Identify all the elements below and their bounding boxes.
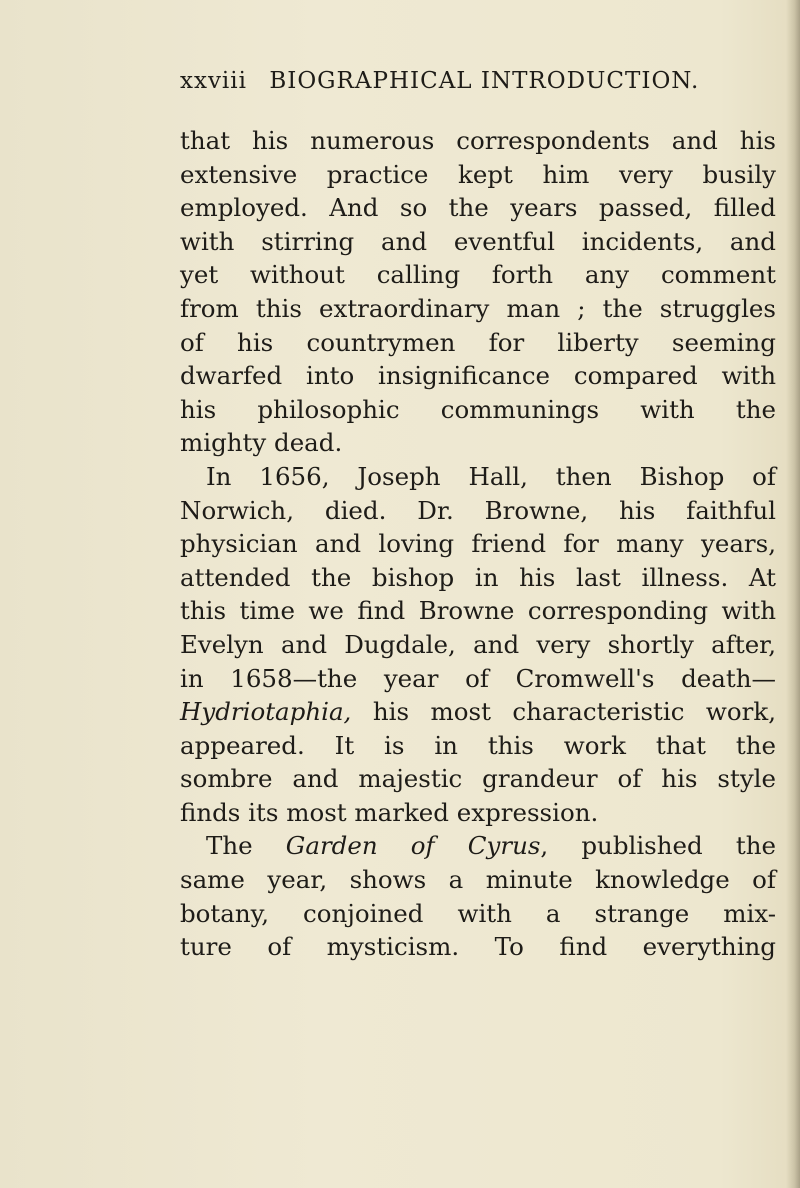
text-line: dwarfed into insignificance compared with: [180, 361, 776, 391]
text-line-paragraph-start: In 1656, Joseph Hall, then Bishop of: [206, 461, 776, 491]
text-line: Evelyn and Dugdale, and very shortly after,: [180, 629, 776, 659]
text-line: employed. And so the years passed, filled: [180, 193, 776, 223]
text-line: in 1658—the year of Cromwell's death—: [180, 663, 776, 693]
body-text: [180, 124, 776, 964]
text-line-garden-of-cyrus: [180, 829, 776, 863]
text-line: yet without calling forth any comment: [180, 260, 776, 290]
running-header: [180, 68, 699, 94]
italic-title: Hydriotaphia,: [180, 697, 352, 727]
text-line: appeared. It is in this work that the: [180, 730, 776, 760]
page-edge-shadow: [786, 0, 800, 1188]
italic-word: of: [377, 831, 468, 861]
text-line: with stirring and eventful incidents, and: [180, 226, 776, 256]
text-line: of his countrymen for liberty seeming: [180, 327, 776, 357]
italic-word: Cyrus: [467, 831, 541, 861]
text-line: extensive practice kept him very busily: [180, 159, 776, 189]
text-line: ture of mysticism. To find everything: [180, 932, 776, 962]
page-number: xxviii: [180, 68, 248, 94]
text-line: Norwich, died. Dr. Browne, his faithful: [180, 495, 776, 525]
text-line-paragraph-end: finds its most marked expression.: [180, 797, 599, 827]
text-line-paragraph-end: mighty dead.: [180, 428, 343, 458]
text-line: his philosophic communings with the: [180, 394, 776, 424]
text-line: from this extraordinary man ; the struggles: [180, 293, 776, 323]
running-title: BIOGRAPHICAL INTRODUCTION.: [269, 68, 700, 94]
text-line: same year, shows a minute knowledge of: [180, 865, 776, 895]
text-fragment: his most characteristic work,: [351, 697, 776, 727]
text-line: sombre and majestic grandeur of his style: [180, 764, 776, 794]
text-line: attended the bishop in his last illness. At: [180, 562, 776, 592]
text-line: botany, conjoined with a strange mix-: [180, 898, 776, 928]
text-line: physician and loving friend for many years,: [180, 529, 776, 559]
text-line: this time we find Browne corresponding with: [180, 596, 776, 626]
text-fragment: The: [206, 831, 286, 861]
text-line-hydriotaphia: [180, 695, 776, 729]
italic-word: Garden: [285, 831, 378, 861]
text-fragment: , published the: [540, 831, 776, 861]
text-line: that his numerous correspondents and his: [180, 126, 776, 155]
